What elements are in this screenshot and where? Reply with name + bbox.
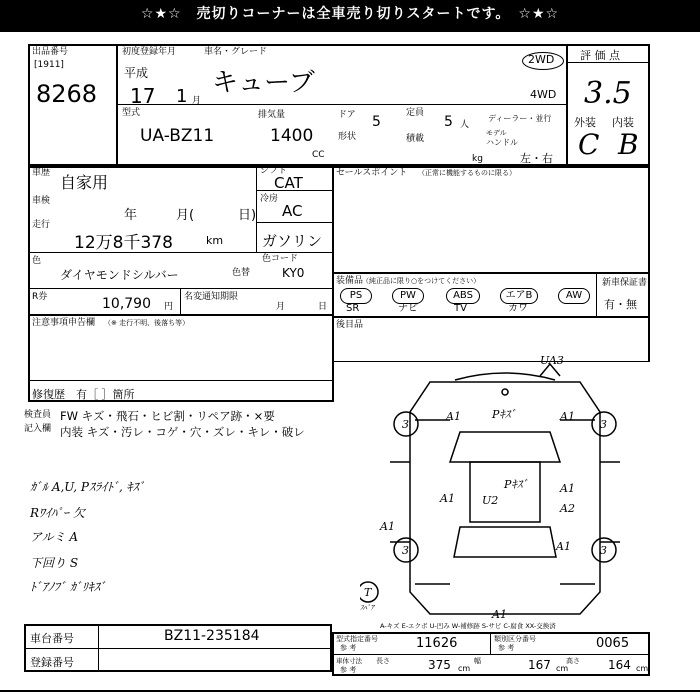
disp-value: 1400 — [270, 126, 314, 146]
reg-era: 平成 — [124, 66, 149, 80]
car-label: 車名・グレード — [204, 47, 268, 57]
chassis-value: BZ11-235184 — [164, 628, 260, 644]
reg-number-label: 登録番号 — [30, 656, 74, 669]
color-label: 色 — [32, 256, 42, 266]
warranty-label: 新車保証書 — [602, 278, 648, 288]
diag-mark-3-rl: 3 — [402, 544, 409, 557]
backseat-label: 後目品 — [336, 320, 364, 330]
diag-mark-a1-3: A1 — [440, 492, 455, 505]
equip-sub: （純正品に限り○をつけてください） — [362, 277, 481, 285]
notes-label: 注意事項申告欄 — [32, 318, 96, 328]
disp-unit: CC — [312, 150, 325, 160]
size-ref: 参 考 — [340, 666, 357, 674]
len-unit: cm — [458, 664, 471, 673]
hand-note-5: ﾄﾞｱﾉﾌﾞ ｶﾞﾘｷｽﾞ — [30, 580, 106, 594]
inspection-year: 年 — [124, 208, 138, 223]
recycle-label: R券 — [32, 292, 48, 302]
equip-sr: SR — [346, 303, 360, 314]
model-year-label: モデル — [486, 129, 507, 137]
hei-value: 164 — [608, 658, 631, 672]
lot-number: 8268 — [36, 80, 98, 108]
equip-navi: ナビ — [398, 303, 418, 314]
color-code: KY0 — [282, 266, 305, 280]
fuel-value: ガソリン — [262, 232, 323, 250]
diag-mark-3-rr: 3 — [600, 544, 607, 557]
model-label: 型式 — [122, 108, 141, 118]
reg-month-unit: 月 — [192, 96, 202, 106]
car-name: キューブ — [212, 68, 315, 98]
color-change-label: 色替 — [232, 268, 251, 278]
chassis-label: 車台番号 — [30, 632, 74, 645]
diag-mark-a1-6: A1 — [556, 540, 571, 553]
wid-value: 167 — [528, 658, 551, 672]
door-label: ドア — [338, 110, 356, 120]
equip-abs: ABS — [446, 288, 480, 304]
diag-mark-spare: ｽﾍﾟｱ — [360, 604, 374, 612]
load-label: 積載 — [406, 134, 425, 144]
inspection-month: 月( — [176, 208, 195, 223]
hand-note-1: ｶﾞﾙ A,U, Pｽﾗｲﾄﾞ, ｷｽﾞ — [30, 480, 145, 494]
color-value: ダイヤモンドシルバー — [60, 268, 179, 282]
handle-label: ハンドル — [486, 138, 518, 147]
score-label: 評 価 点 — [580, 49, 620, 62]
fill-label: 記入欄 — [24, 424, 52, 434]
diag-mark-a1-1: A1 — [560, 410, 575, 423]
diag-mark-pscratch-2: Pｷｽﾞ — [504, 478, 528, 491]
reg-label: 初度登録年月 — [122, 47, 177, 57]
ext-label: 外装 — [574, 116, 596, 129]
disp-label: 排気量 — [258, 110, 286, 120]
door-value: 5 — [372, 114, 381, 130]
inspector-label: 検査員 — [24, 410, 52, 420]
ext-grade: C — [578, 128, 600, 161]
selling-frame — [332, 164, 650, 274]
cls-label: 類別区分番号 — [494, 635, 536, 643]
typ-ref: 参 考 — [340, 644, 357, 652]
diag-mark-3-fr: 3 — [600, 418, 607, 431]
history-value: 自家用 — [60, 173, 109, 192]
cls-ref: 参 考 — [498, 644, 515, 652]
reg-month: 1 — [176, 86, 188, 107]
diag-mark-a1-4: A1 — [560, 482, 575, 495]
diag-mark-u2: U2 — [482, 494, 499, 507]
equip-label: 装備品 — [336, 276, 364, 286]
reg-year: 17 — [130, 84, 156, 108]
legend-row-1: FW キズ・飛石・ヒビ割・リペア跡・×要 — [60, 409, 275, 423]
equip-tv: TV — [454, 303, 467, 314]
damage-legend: A-キズ E-エクボ U-凹み W-補修跡 S-サビ C-腐食 XX-交換済 — [380, 622, 556, 630]
ac-value: AC — [282, 202, 303, 220]
diag-mark-pscratch-1: Pｷｽﾞ — [492, 408, 516, 421]
typ-value: 11626 — [416, 636, 458, 651]
int-grade: B — [618, 128, 639, 161]
hei-unit: cm — [636, 664, 649, 673]
shape-label: 形状 — [338, 132, 357, 142]
drive-2wd: 2WD — [528, 53, 555, 66]
diag-mark-3-fl: 3 — [402, 418, 409, 431]
int-label: 内装 — [612, 116, 634, 129]
history-label: 車歴 — [32, 168, 51, 178]
lot-label: 出品番号 — [32, 47, 69, 57]
equip-ps: PS — [340, 288, 372, 304]
hand-note-3: アルミ A — [30, 530, 79, 544]
typ-label: 型式指定番号 — [336, 635, 378, 643]
mileage-value: 12万8千378 — [74, 233, 173, 253]
wid-label: 幅 — [474, 657, 481, 665]
hand-note-4: 下回り S — [30, 556, 79, 570]
notice-label: 名変通知期限 — [184, 292, 239, 302]
dealer-label: ディーラー・並行 — [488, 114, 552, 123]
notes-sub: （※ 走行不明、後落ち等） — [104, 319, 190, 327]
len-label: 長さ — [376, 657, 390, 665]
hand-note-2: Rﾜｲﾊﾟｰ 欠 — [30, 506, 85, 520]
handle-value: 左・右 — [520, 152, 553, 165]
diag-mark-a2: A2 — [560, 502, 575, 515]
notice-day: 日 — [318, 302, 328, 312]
kg-label: kg — [472, 154, 483, 164]
model-value: UA-BZ11 — [140, 126, 215, 146]
equip-leather: カワ — [508, 303, 528, 314]
equip-airbag: エアB — [500, 288, 538, 304]
hei-label: 高さ — [566, 657, 580, 665]
wid-unit: cm — [556, 664, 569, 673]
selling-sub: （正常に機能するものに限る） — [418, 169, 516, 177]
diag-mark-a1-7: A1 — [492, 608, 507, 621]
diag-mark-a1-5: A1 — [380, 520, 395, 533]
drive-4wd: 4WD — [530, 88, 557, 101]
selling-label: セールスポイント — [336, 168, 408, 178]
notice-month: 月 — [276, 302, 286, 312]
legend-row-2: 内装 キズ・汚レ・コゲ・穴・ズレ・キレ・破レ — [60, 425, 305, 439]
inspection-label: 車検 — [32, 196, 51, 206]
diag-mark-spare-t: T — [364, 586, 372, 599]
len-value: 375 — [428, 658, 451, 672]
equip-pw: PW — [392, 288, 424, 304]
car-damage-diagram — [360, 352, 650, 630]
diag-mark-ua3: UA3 — [540, 354, 564, 367]
warranty-value: 有・無 — [604, 298, 637, 311]
equip-aw: AW — [558, 288, 590, 304]
lot-sub: [1911] — [34, 60, 64, 70]
mileage-label: 走行 — [32, 220, 51, 230]
ac-label: 冷房 — [260, 194, 279, 204]
color-code-label: 色コード — [262, 254, 299, 264]
shift-value: CAT — [274, 174, 303, 192]
diag-mark-a1-2: A1 — [446, 410, 461, 423]
shift-label: シフト — [260, 166, 288, 176]
cap-value: 5 — [444, 114, 453, 130]
repair-history: 修復歴 有［ ］箇所 — [32, 388, 135, 401]
size-label: 車体寸法 — [336, 657, 362, 665]
score-value: 3.5 — [584, 76, 632, 111]
cap-label: 定員 — [406, 108, 425, 118]
cap-unit: 人 — [460, 120, 470, 130]
cls-value: 0065 — [596, 636, 630, 651]
recycle-value: 10,790 — [102, 296, 151, 312]
top-banner: ☆★☆ 売切りコーナーは全車売り切りスタートです。 ☆★☆ — [0, 0, 700, 32]
inspection-day: 日) — [238, 208, 257, 223]
mileage-unit: km — [206, 234, 224, 247]
recycle-unit: 円 — [164, 302, 174, 312]
